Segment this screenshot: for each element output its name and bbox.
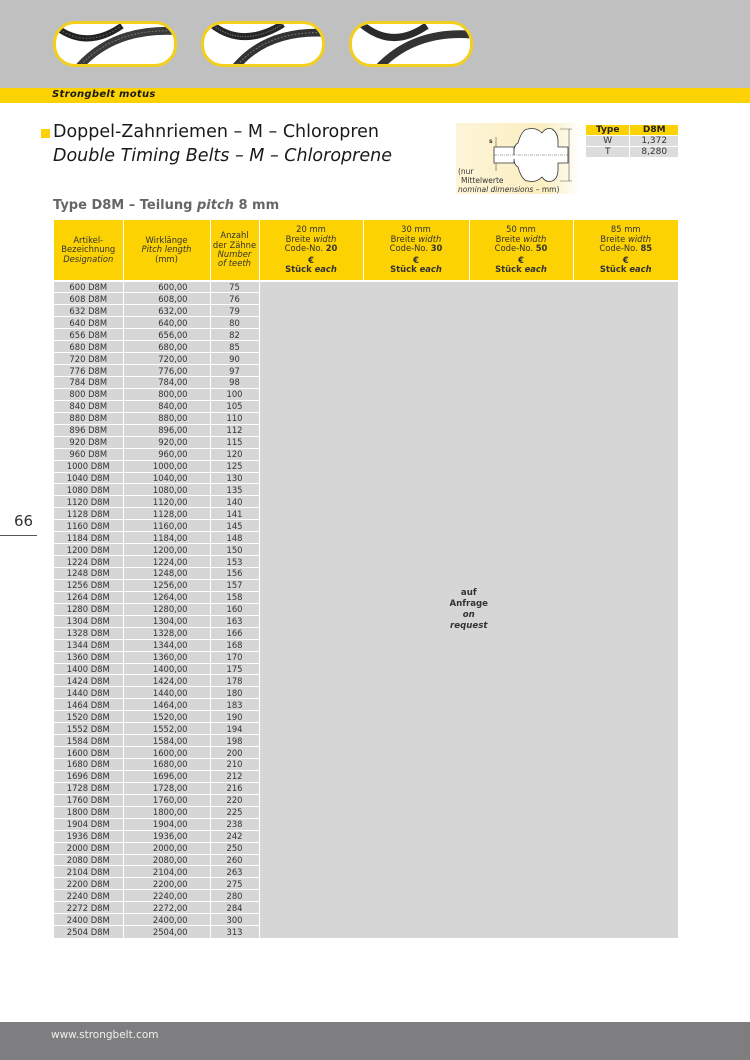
designation-cell: 2000 D8M [54, 842, 123, 854]
diagram-note: (nur Mittelwerte nominal dimensions – mm) [458, 167, 560, 194]
spec-value: 8,280 [630, 147, 678, 158]
footer-band [0, 1022, 750, 1060]
pitch-length-cell: 1904,00 [123, 818, 210, 830]
teeth-cell: 140 [210, 496, 259, 508]
pitch-length-cell: 1160,00 [123, 520, 210, 532]
designation-cell: 1184 D8M [54, 532, 123, 544]
designation-cell: 1224 D8M [54, 556, 123, 568]
designation-cell: 2200 D8M [54, 878, 123, 890]
designation-cell: 2272 D8M [54, 902, 123, 914]
designation-cell: 1080 D8M [54, 484, 123, 496]
pitch-length-cell: 784,00 [123, 377, 210, 389]
teeth-cell: 300 [210, 914, 259, 926]
page-title-en: Double Timing Belts – M – Chloroprene [53, 146, 392, 166]
designation-cell: 2240 D8M [54, 890, 123, 902]
teeth-cell: 200 [210, 747, 259, 759]
pitch-length-cell: 608,00 [123, 293, 210, 305]
teeth-cell: 313 [210, 926, 259, 938]
pitch-length-cell: 1936,00 [123, 830, 210, 842]
teeth-cell: 198 [210, 735, 259, 747]
pitch-length-cell: 1696,00 [123, 770, 210, 782]
price-on-request-cell: auf Anfrage on request [259, 281, 678, 938]
pitch-length-cell: 1600,00 [123, 747, 210, 759]
designation-cell: 1264 D8M [54, 591, 123, 603]
designation-cell: 776 D8M [54, 365, 123, 377]
designation-cell: 1280 D8M [54, 603, 123, 615]
pitch-length-cell: 1680,00 [123, 759, 210, 771]
designation-cell: 1800 D8M [54, 806, 123, 818]
pitch-length-cell: 1360,00 [123, 651, 210, 663]
pitch-length-cell: 1584,00 [123, 735, 210, 747]
pitch-length-cell: 1256,00 [123, 579, 210, 591]
designation-cell: 656 D8M [54, 329, 123, 341]
designation-cell: 1040 D8M [54, 472, 123, 484]
teeth-cell: 100 [210, 388, 259, 400]
designation-cell: 1600 D8M [54, 747, 123, 759]
pitch-length-cell: 880,00 [123, 412, 210, 424]
pitch-length-cell: 640,00 [123, 317, 210, 329]
teeth-cell: 170 [210, 651, 259, 663]
designation-cell: 1680 D8M [54, 759, 123, 771]
page-number-rule [0, 535, 37, 536]
designation-cell: 1256 D8M [54, 579, 123, 591]
col-header-width-85: 85 mm Breite width Code-No. 85 € Stück each [573, 220, 678, 281]
belt-profile-diagram [456, 123, 581, 194]
designation-cell: 1904 D8M [54, 818, 123, 830]
designation-cell: 1248 D8M [54, 568, 123, 580]
teeth-cell: 115 [210, 436, 259, 448]
pitch-length-cell: 1120,00 [123, 496, 210, 508]
pitch-length-cell: 632,00 [123, 305, 210, 317]
belt-photo-3 [349, 21, 473, 67]
designation-cell: 1128 D8M [54, 508, 123, 520]
designation-cell: 1328 D8M [54, 627, 123, 639]
pitch-length-cell: 1264,00 [123, 591, 210, 603]
teeth-cell: 105 [210, 400, 259, 412]
designation-cell: 1552 D8M [54, 723, 123, 735]
pitch-length-cell: 2000,00 [123, 842, 210, 854]
brand-label: Strongbelt motus [52, 89, 156, 100]
teeth-cell: 148 [210, 532, 259, 544]
teeth-cell: 225 [210, 806, 259, 818]
pitch-length-cell: 1552,00 [123, 723, 210, 735]
belt-image-icon [56, 24, 174, 64]
pitch-length-cell: 1184,00 [123, 532, 210, 544]
teeth-cell: 183 [210, 699, 259, 711]
pitch-length-cell: 1328,00 [123, 627, 210, 639]
teeth-cell: 150 [210, 544, 259, 556]
pitch-length-cell: 1128,00 [123, 508, 210, 520]
pitch-length-cell: 1424,00 [123, 675, 210, 687]
designation-cell: 1304 D8M [54, 615, 123, 627]
pitch-length-cell: 2400,00 [123, 914, 210, 926]
teeth-cell: 157 [210, 579, 259, 591]
designation-cell: 720 D8M [54, 353, 123, 365]
col-header-teeth: Anzahl der Zähne Number of teeth [210, 220, 259, 281]
belt-photo-1 [53, 21, 177, 67]
teeth-cell: 166 [210, 627, 259, 639]
designation-cell: 1728 D8M [54, 782, 123, 794]
designation-cell: 1200 D8M [54, 544, 123, 556]
col-header-designation: Artikel- Bezeichnung Designation [54, 220, 123, 281]
dim-label-s: s [489, 138, 493, 145]
designation-cell: 608 D8M [54, 293, 123, 305]
designation-cell: 1464 D8M [54, 699, 123, 711]
teeth-cell: 216 [210, 782, 259, 794]
designation-cell: 896 D8M [54, 424, 123, 436]
designation-cell: 880 D8M [54, 412, 123, 424]
spec-value: 1,372 [630, 136, 678, 147]
pitch-length-cell: 1440,00 [123, 687, 210, 699]
col-header-width-20: 20 mm Breite width Code-No. 20 € Stück each [259, 220, 363, 281]
pitch-length-cell: 720,00 [123, 353, 210, 365]
teeth-cell: 190 [210, 711, 259, 723]
pitch-length-cell: 960,00 [123, 448, 210, 460]
pitch-length-cell: 2104,00 [123, 866, 210, 878]
spec-label: T [586, 147, 630, 158]
spec-header-d8m: D8M [630, 125, 678, 136]
page-number: 66 [14, 512, 34, 530]
page-title-de: Doppel-Zahnriemen – M – Chloropren [53, 122, 379, 142]
designation-cell: 920 D8M [54, 436, 123, 448]
pitch-length-cell: 896,00 [123, 424, 210, 436]
website-link[interactable]: www.strongbelt.com [51, 1029, 159, 1041]
teeth-cell: 160 [210, 603, 259, 615]
pitch-length-cell: 1080,00 [123, 484, 210, 496]
designation-cell: 784 D8M [54, 377, 123, 389]
designation-cell: 840 D8M [54, 400, 123, 412]
designation-cell: 1000 D8M [54, 460, 123, 472]
teeth-cell: 175 [210, 663, 259, 675]
belt-photo-2 [201, 21, 325, 67]
designation-cell: 960 D8M [54, 448, 123, 460]
pitch-length-cell: 2272,00 [123, 902, 210, 914]
pitch-length-cell: 2080,00 [123, 854, 210, 866]
pitch-length-cell: 1344,00 [123, 639, 210, 651]
teeth-cell: 110 [210, 412, 259, 424]
teeth-cell: 130 [210, 472, 259, 484]
designation-cell: 2104 D8M [54, 866, 123, 878]
teeth-cell: 180 [210, 687, 259, 699]
pitch-length-cell: 1520,00 [123, 711, 210, 723]
pitch-length-cell: 1304,00 [123, 615, 210, 627]
pitch-length-cell: 656,00 [123, 329, 210, 341]
designation-cell: 1584 D8M [54, 735, 123, 747]
pitch-length-cell: 776,00 [123, 365, 210, 377]
teeth-cell: 284 [210, 902, 259, 914]
teeth-cell: 80 [210, 317, 259, 329]
designation-cell: 1760 D8M [54, 794, 123, 806]
col-header-width-50: 50 mm Breite width Code-No. 50 € Stück each [469, 220, 573, 281]
teeth-cell: 220 [210, 794, 259, 806]
pitch-length-cell: 920,00 [123, 436, 210, 448]
teeth-cell: 275 [210, 878, 259, 890]
spec-header-type: Type [586, 125, 630, 136]
teeth-cell: 76 [210, 293, 259, 305]
pitch-length-cell: 2240,00 [123, 890, 210, 902]
pitch-length-cell: 1040,00 [123, 472, 210, 484]
belt-price-table [54, 220, 678, 938]
designation-cell: 1120 D8M [54, 496, 123, 508]
teeth-cell: 120 [210, 448, 259, 460]
teeth-cell: 210 [210, 759, 259, 771]
pitch-length-cell: 1464,00 [123, 699, 210, 711]
designation-cell: 1936 D8M [54, 830, 123, 842]
teeth-cell: 97 [210, 365, 259, 377]
pitch-length-cell: 1200,00 [123, 544, 210, 556]
pitch-length-cell: 1800,00 [123, 806, 210, 818]
pitch-length-cell: 1400,00 [123, 663, 210, 675]
section-subtitle: Type D8M – Teilung pitch 8 mm [53, 198, 280, 213]
pitch-length-cell: 800,00 [123, 388, 210, 400]
designation-cell: 1360 D8M [54, 651, 123, 663]
dimension-table [586, 125, 678, 157]
designation-cell: 1400 D8M [54, 663, 123, 675]
designation-cell: 640 D8M [54, 317, 123, 329]
pitch-length-cell: 1000,00 [123, 460, 210, 472]
designation-cell: 1160 D8M [54, 520, 123, 532]
teeth-cell: 263 [210, 866, 259, 878]
designation-cell: 2080 D8M [54, 854, 123, 866]
teeth-cell: 158 [210, 591, 259, 603]
teeth-cell: 153 [210, 556, 259, 568]
designation-cell: 632 D8M [54, 305, 123, 317]
col-header-pitch-length: Wirklänge Pitch length (mm) [123, 220, 210, 281]
teeth-cell: 135 [210, 484, 259, 496]
teeth-cell: 260 [210, 854, 259, 866]
designation-cell: 680 D8M [54, 341, 123, 353]
col-header-width-30: 30 mm Breite width Code-No. 30 € Stück each [363, 220, 469, 281]
pitch-length-cell: 1248,00 [123, 568, 210, 580]
title-marker [41, 129, 50, 138]
pitch-length-cell: 2504,00 [123, 926, 210, 938]
teeth-cell: 178 [210, 675, 259, 687]
teeth-cell: 145 [210, 520, 259, 532]
spec-label: W [586, 136, 630, 147]
teeth-cell: 250 [210, 842, 259, 854]
designation-cell: 1424 D8M [54, 675, 123, 687]
designation-cell: 1344 D8M [54, 639, 123, 651]
pitch-length-cell: 1280,00 [123, 603, 210, 615]
designation-cell: 2504 D8M [54, 926, 123, 938]
designation-cell: 600 D8M [54, 281, 123, 293]
pitch-length-cell: 1728,00 [123, 782, 210, 794]
teeth-cell: 280 [210, 890, 259, 902]
teeth-cell: 156 [210, 568, 259, 580]
teeth-cell: 98 [210, 377, 259, 389]
teeth-cell: 163 [210, 615, 259, 627]
designation-cell: 2400 D8M [54, 914, 123, 926]
teeth-cell: 141 [210, 508, 259, 520]
designation-cell: 1440 D8M [54, 687, 123, 699]
pitch-length-cell: 840,00 [123, 400, 210, 412]
teeth-cell: 82 [210, 329, 259, 341]
teeth-cell: 168 [210, 639, 259, 651]
pitch-length-cell: 1224,00 [123, 556, 210, 568]
teeth-cell: 112 [210, 424, 259, 436]
teeth-cell: 238 [210, 818, 259, 830]
teeth-cell: 75 [210, 281, 259, 293]
pitch-length-cell: 680,00 [123, 341, 210, 353]
teeth-cell: 194 [210, 723, 259, 735]
teeth-cell: 90 [210, 353, 259, 365]
teeth-cell: 125 [210, 460, 259, 472]
teeth-cell: 79 [210, 305, 259, 317]
pitch-length-cell: 1760,00 [123, 794, 210, 806]
belt-image-icon [204, 24, 322, 64]
designation-cell: 1696 D8M [54, 770, 123, 782]
teeth-cell: 85 [210, 341, 259, 353]
teeth-cell: 242 [210, 830, 259, 842]
table-row [54, 281, 678, 293]
teeth-cell: 212 [210, 770, 259, 782]
belt-image-icon [352, 24, 470, 64]
pitch-length-cell: 2200,00 [123, 878, 210, 890]
pitch-length-cell: 600,00 [123, 281, 210, 293]
designation-cell: 800 D8M [54, 388, 123, 400]
designation-cell: 1520 D8M [54, 711, 123, 723]
